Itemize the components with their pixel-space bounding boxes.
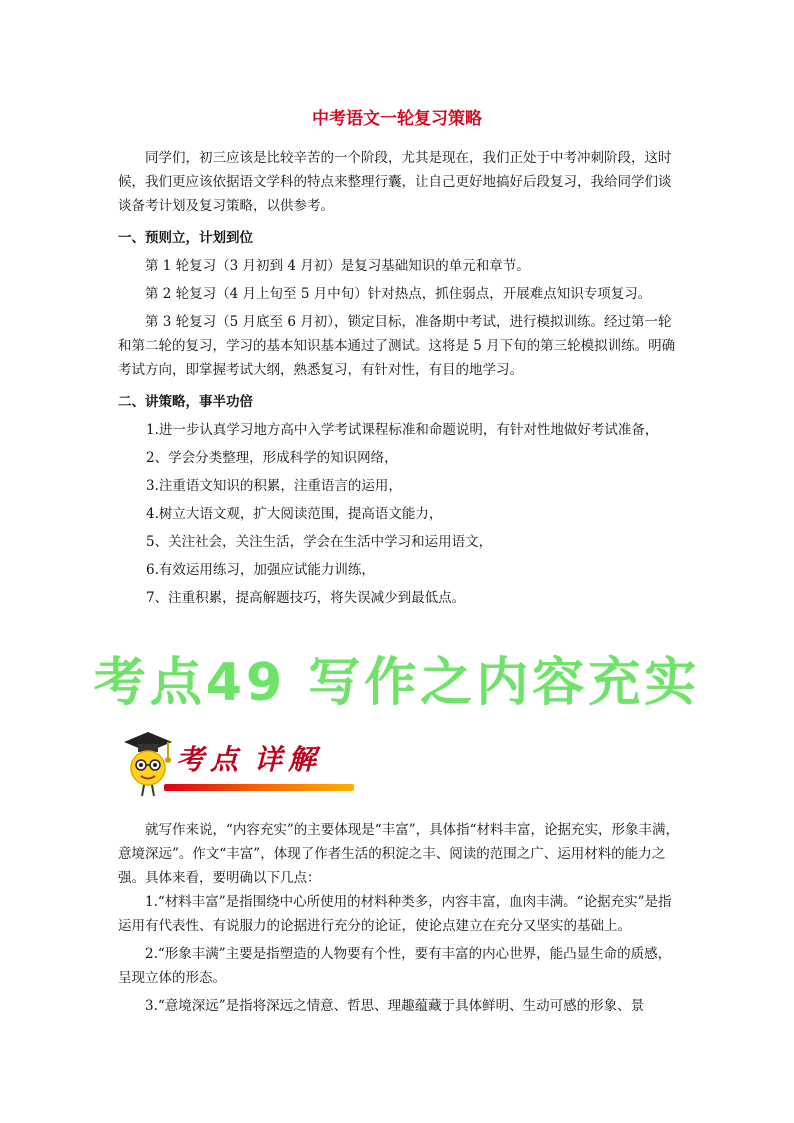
topic-banner: 考点49 写作之内容充实 (93, 653, 701, 713)
body-paragraph: 1.“材料丰富”是指围绕中心所使用的材料种类多，内容丰富，血肉丰满。“论据充实”是指运用有代表性、有说服力的论据进行充分的论证，使论点建立在充分又坚实的基础上。 (118, 894, 672, 934)
round2-line: 第 2 轮复习（4 月上旬至 5 月中旬）针对热点，抓住弱点，开展难点知识专项复习。 (145, 286, 652, 302)
strategy-item: 5、关注社会，关注生活，学会在生活中学习和运用语文， (146, 534, 493, 550)
strategy-item: 7、注重积累，提高解题技巧，将失误减少到最低点。 (146, 590, 466, 606)
round3-paragraph: 第 3 轮复习（5 月底至 6 月初），锁定目标，准备期中考试，进行模拟训练。经过第一轮和第二轮的复习，学习的基本知识基本通过了测试。这将是 5 月下旬的第三轮模拟训练。明确考试方向，即掌握考试大纲，熟悉复习，有针对性，有目的地学习。 (118, 314, 676, 378)
document-title: 中考语文一轮复习策略 (312, 109, 482, 129)
section2-heading: 二、讲策略，事半功倍 (118, 394, 253, 410)
body-paragraph: 就写作来说，“内容充实”的主要体现是“丰富”，具体指“材料丰富，论据充实，形象丰满，意境深远”。作文“丰富”，体现了作者生活的积淀之丰、阅读的范围之广、运用材料的能力之强。具体来看，要明确以下几点： (118, 822, 680, 886)
kaodian-word2: 详解 (254, 743, 323, 776)
intro-paragraph: 同学们，初三应该是比较辛苦的一个阶段，尤其是现在，我们正处于中考冲刺阶段，这时候，我们更应该依据语文学科的特点来整理行囊，让自己更好地搞好后段复习，我给同学们谈谈备考计划及复习策略，以供参考。 (118, 150, 672, 214)
body-paragraph: 3.“意境深远”是指将深远之情意、哲思、理趣蕴藏于具体鲜明、生动可感的形象、景 (145, 998, 645, 1014)
kaodian-title (176, 738, 322, 778)
body-paragraph: 2.“形象丰满”主要是指塑造的人物要有个性，要有丰富的内心世界，能凸显生命的质感，呈现立体的形态。 (118, 946, 672, 986)
strategy-item: 6.有效运用练习，加强应试能力训练， (146, 562, 375, 578)
kaodian-word1: 考点 (176, 743, 245, 776)
strategy-item: 1.进一步认真学习地方高中入学考试课程标准和命题说明，有针对性地做好考试准备， (146, 422, 659, 438)
strategy-item: 2、学会分类整理，形成科学的知识网络， (146, 450, 398, 466)
strategy-item: 3.注重语文知识的积累，注重语言的运用， (146, 478, 402, 494)
kaodian-header (118, 730, 358, 798)
round1-line: 第 1 轮复习（3 月初到 4 月初）是复习基础知识的单元和章节。 (145, 258, 530, 274)
strategy-item: 4.树立大语文观，扩大阅读范围，提高语文能力， (146, 506, 443, 522)
section1-heading: 一、预则立，计划到位 (118, 230, 253, 246)
header-underline (164, 784, 354, 791)
